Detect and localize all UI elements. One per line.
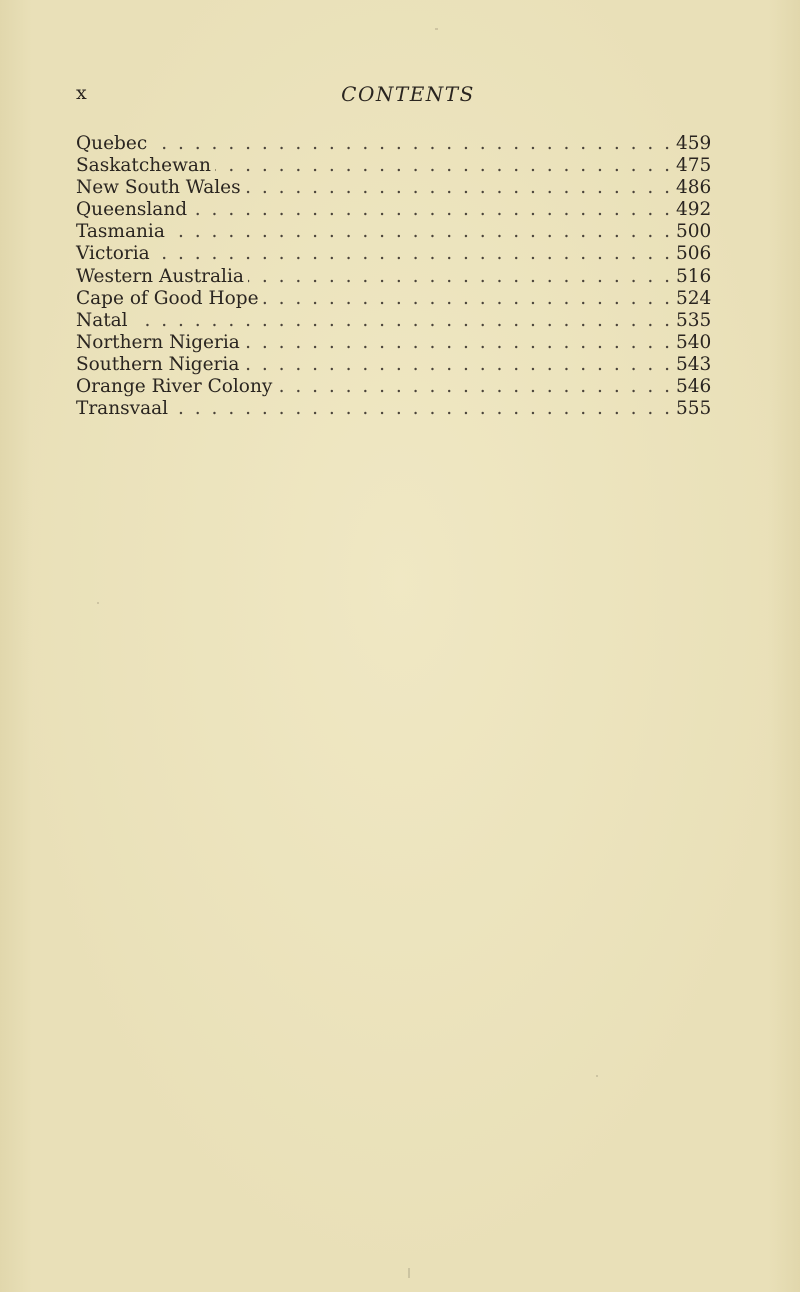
toc-entry bbox=[76, 133, 710, 155]
dot-leader bbox=[245, 177, 670, 199]
toc-entry-title: Victoria bbox=[76, 243, 150, 265]
toc-entry-title: Western Australia bbox=[76, 265, 244, 287]
paper-speck bbox=[596, 1075, 598, 1077]
paper-speck bbox=[408, 1268, 410, 1278]
dot-leader bbox=[215, 155, 670, 177]
dot-leader bbox=[276, 376, 670, 398]
toc-entry-title: Saskatchewan bbox=[76, 155, 211, 177]
toc-entry-page: 555 bbox=[676, 398, 712, 420]
toc-entry bbox=[76, 332, 710, 354]
dot-leader bbox=[243, 354, 670, 376]
toc-entry-title: Queensland bbox=[76, 199, 188, 221]
table-of-contents bbox=[76, 133, 710, 420]
toc-entry-page: 535 bbox=[676, 309, 712, 331]
toc-entry bbox=[76, 199, 710, 221]
page-header bbox=[76, 82, 710, 110]
toc-entry bbox=[76, 354, 710, 376]
toc-entry-title: Cape of Good Hope bbox=[76, 287, 259, 309]
running-title: CONTENTS bbox=[341, 82, 475, 106]
toc-entry-title: Transvaal bbox=[76, 398, 169, 420]
toc-entry-page: 500 bbox=[676, 221, 712, 243]
toc-entry bbox=[76, 398, 710, 420]
toc-entry bbox=[76, 177, 710, 199]
toc-entry-title: Southern Nigeria bbox=[76, 353, 240, 375]
toc-entry-page: 546 bbox=[676, 376, 712, 398]
toc-entry-title: New South Wales bbox=[76, 177, 241, 199]
dot-leader bbox=[244, 332, 670, 354]
toc-entry-page: 459 bbox=[676, 133, 712, 154]
dot-leader bbox=[263, 288, 670, 310]
toc-entry-title: Natal bbox=[76, 309, 128, 331]
page-number: x bbox=[76, 82, 88, 104]
toc-entry-page: 486 bbox=[676, 177, 712, 199]
toc-entry-page: 543 bbox=[676, 353, 712, 375]
dot-leader bbox=[132, 310, 670, 332]
toc-entry-title: Northern Nigeria bbox=[76, 331, 240, 353]
toc-entry bbox=[76, 155, 710, 177]
dot-leader bbox=[172, 398, 670, 420]
toc-entry bbox=[76, 221, 710, 243]
dot-leader bbox=[169, 221, 670, 243]
toc-entry-title: Quebec bbox=[76, 133, 148, 154]
toc-entry-page: 506 bbox=[676, 243, 712, 265]
toc-entry-page: 516 bbox=[676, 265, 712, 287]
paper-speck bbox=[435, 28, 438, 30]
toc-entry-page: 540 bbox=[676, 331, 712, 353]
toc-entry bbox=[76, 266, 710, 288]
toc-entry-page: 475 bbox=[676, 155, 712, 177]
toc-entry-page: 524 bbox=[676, 287, 712, 309]
toc-entry bbox=[76, 288, 710, 310]
dot-leader bbox=[151, 133, 670, 155]
toc-entry bbox=[76, 376, 710, 398]
dot-leader bbox=[154, 243, 670, 265]
toc-entry-page: 492 bbox=[676, 199, 712, 221]
dot-leader bbox=[191, 199, 670, 221]
paper-speck bbox=[97, 602, 99, 604]
toc-entry bbox=[76, 310, 710, 332]
toc-entry-title: Orange River Colony bbox=[76, 376, 273, 398]
toc-entry-title: Tasmania bbox=[76, 221, 165, 243]
toc-entry bbox=[76, 243, 710, 265]
dot-leader bbox=[248, 266, 670, 288]
